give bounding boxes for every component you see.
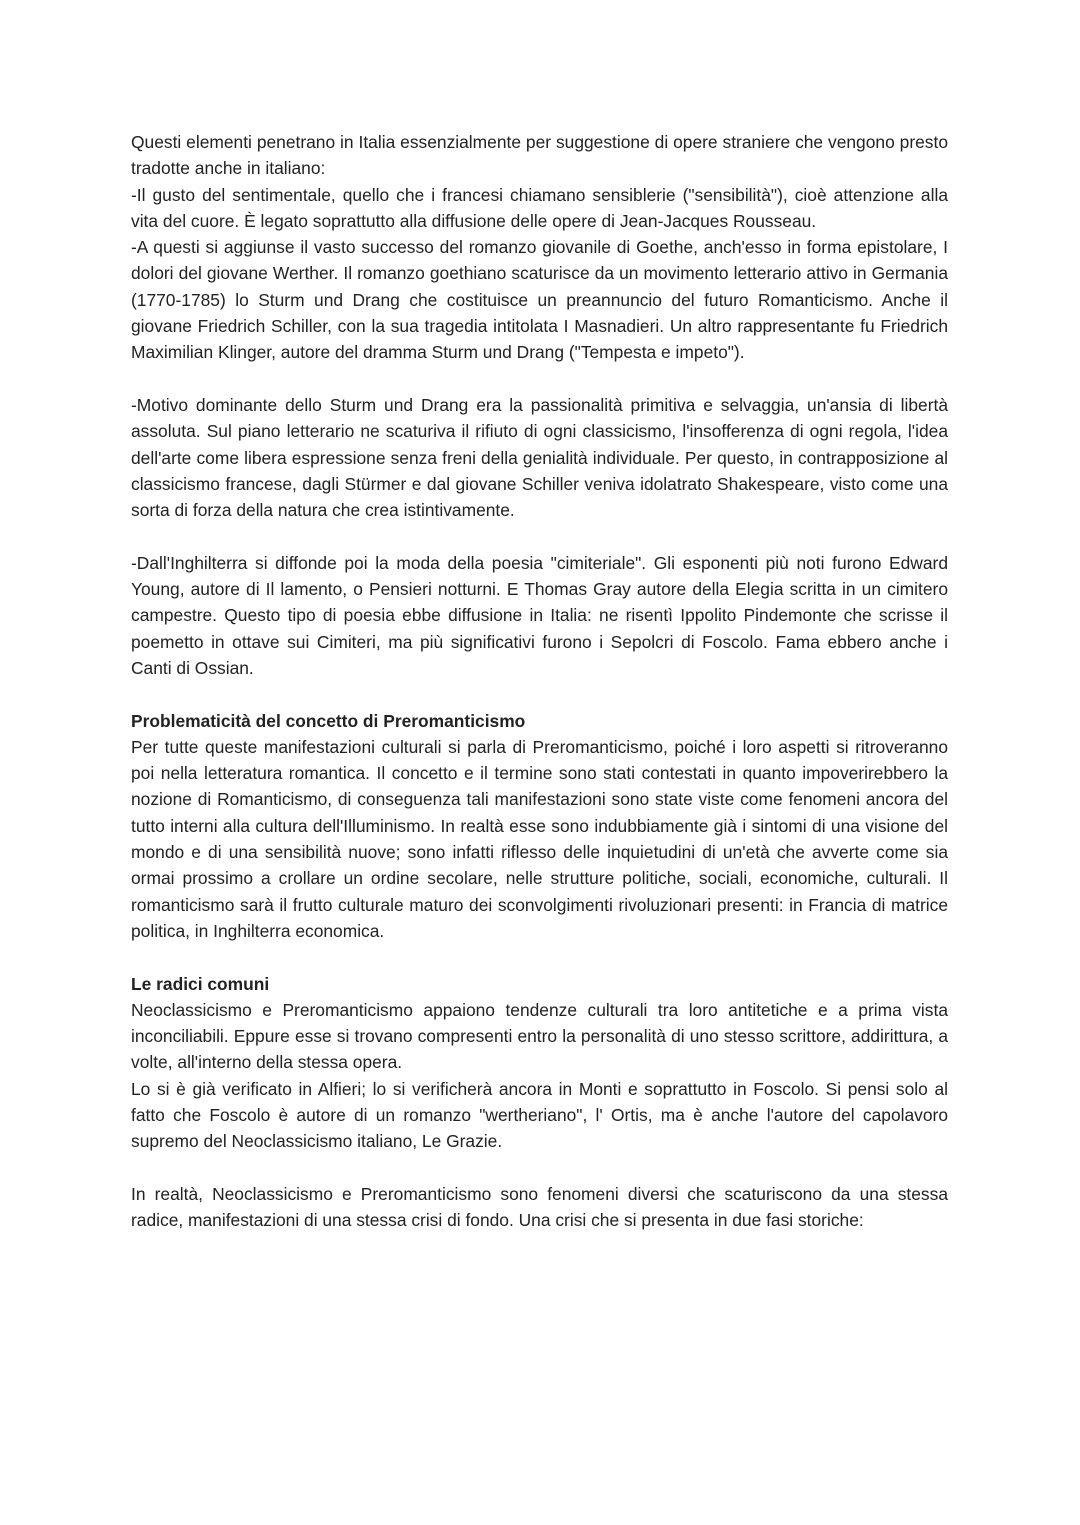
paragraph-gap — [131, 1155, 948, 1181]
radici-heading: Le radici comuni — [131, 973, 270, 994]
document-page — [131, 129, 948, 1233]
realta-paragraph: In realtà, Neoclassicismo e Preromanticismo sono fenomeni diversi che scaturiscono da una stessa radice, manifestazioni di una stessa crisi di fondo. Una crisi che si presenta in due fasi storiche: — [131, 1183, 948, 1231]
paragraph-gap — [131, 366, 948, 392]
paragraph-gap — [131, 523, 948, 549]
paragraph-gap — [131, 944, 948, 970]
problematicita-heading: Problematicità del concetto di Preromanticismo — [131, 710, 526, 731]
problematicita-paragraph: Per tutte queste manifestazioni culturali si parla di Preromanticismo, poiché i loro aspetti si ritroveranno poi nella letteratura romantica. Il concetto e il termine sono stati contestati in quanto impoverirebbero la nozione di Romanticismo, di conseguenza tali manifestazioni sono state viste come fenomeni ancora del tutto interni alla cultura dell'Illuminismo. In realtà esse sono indubbiamente già i sintomi di una visione del mondo e di una sensibilità nuove; sono infatti riflesso delle inquietudini di un'età che avverte come sia ormai prossimo a crollare un ordine secolare, nelle strutture politiche, sociali, economiche, culturali. Il romanticismo sarà il frutto culturale maturo dei sconvolgimenti rivoluzionari presenti: in Francia di matrice politica, in Inghilterra economica. — [131, 736, 948, 941]
intro-paragraph — [131, 129, 948, 366]
cimiteriale-paragraph: -Dall'Inghilterra si diffonde poi la moda della poesia "cimiteriale". Gli esponenti più noti furono Edward Young, autore di Il lamento, o Pensieri notturni. E Thomas Gray autore della Elegia scritta in un cimitero campestre. Questo tipo di poesia ebbe diffusione in Italia: ne risentì Ippolito Pindemonte che scrisse il poemetto in ottave sui Cimiteri, ma più significativi furono i Sepolcri di Foscolo. Fama ebbero anche i Canti di Ossian. — [131, 552, 948, 678]
radici-line-2: Lo si è già verificato in Alfieri; lo si verificherà ancora in Monti e soprattutto in Foscolo. Si pensi solo al fatto che Foscolo è autore di un romanzo "wertheriano", l' Ortis, ma è anche l'autore del capolavoro supremo del Neoclassicismo italiano, Le Grazie. — [131, 1078, 948, 1152]
intro-line-1: Questi elementi penetrano in Italia essenzialmente per suggestione di opere straniere che vengono presto tradotte anche in italiano: — [131, 132, 948, 179]
intro-line-sensiblerie: -Il gusto del sentimentale, quello che i francesi chiamano sensiblerie ("sensibilità"), cioè attenzione alla vita del cuore. È legato soprattutto alla diffusione delle opere di Jean-Jacques Rousseau. — [131, 184, 948, 231]
sturm-paragraph: -Motivo dominante dello Sturm und Drang era la passionalità primitiva e selvaggia, un'ansia di libertà assoluta. Sul piano letterario ne scaturiva il rifiuto di ogni classicismo, l'insofferenza di ogni regola, l'idea dell'arte come libera espressione senza freni della genialità individuale. Per questo, in contrapposizione al classicismo francese, dagli Stürmer e dal giovane Schiller veniva idolatrato Shakespeare, visto come una sorta di forza della natura che crea istintivamente. — [131, 394, 948, 521]
radici-paragraph — [131, 997, 948, 1155]
intro-line-goethe: -A questi si aggiunse il vasto successo del romanzo giovanile di Goethe, anch'esso in forma epistolare, I dolori del giovane Werther. Il romanzo goethiano scaturisce da un movimento letterario attivo in Germania (1770-1785) lo Sturm und Drang che costituisce un preannuncio del futuro Romanticismo. Anche il giovane Friedrich Schiller, con la sua tragedia intitolata I Masnadieri. Un altro rappresentante fu Friedrich Maximilian Klinger, autore del dramma Sturm und Drang ("Tempesta e impeto"). — [131, 237, 948, 363]
radici-line-1: Neoclassicismo e Preromanticismo appaiono tendenze culturali tra loro antitetiche e a prima vista inconciliabili. Eppure esse si trovano compresenti entro la personalità di uno stesso scrittore, addirittura, a volte, all'interno della stessa opera. — [131, 999, 948, 1073]
paragraph-gap — [131, 681, 948, 707]
